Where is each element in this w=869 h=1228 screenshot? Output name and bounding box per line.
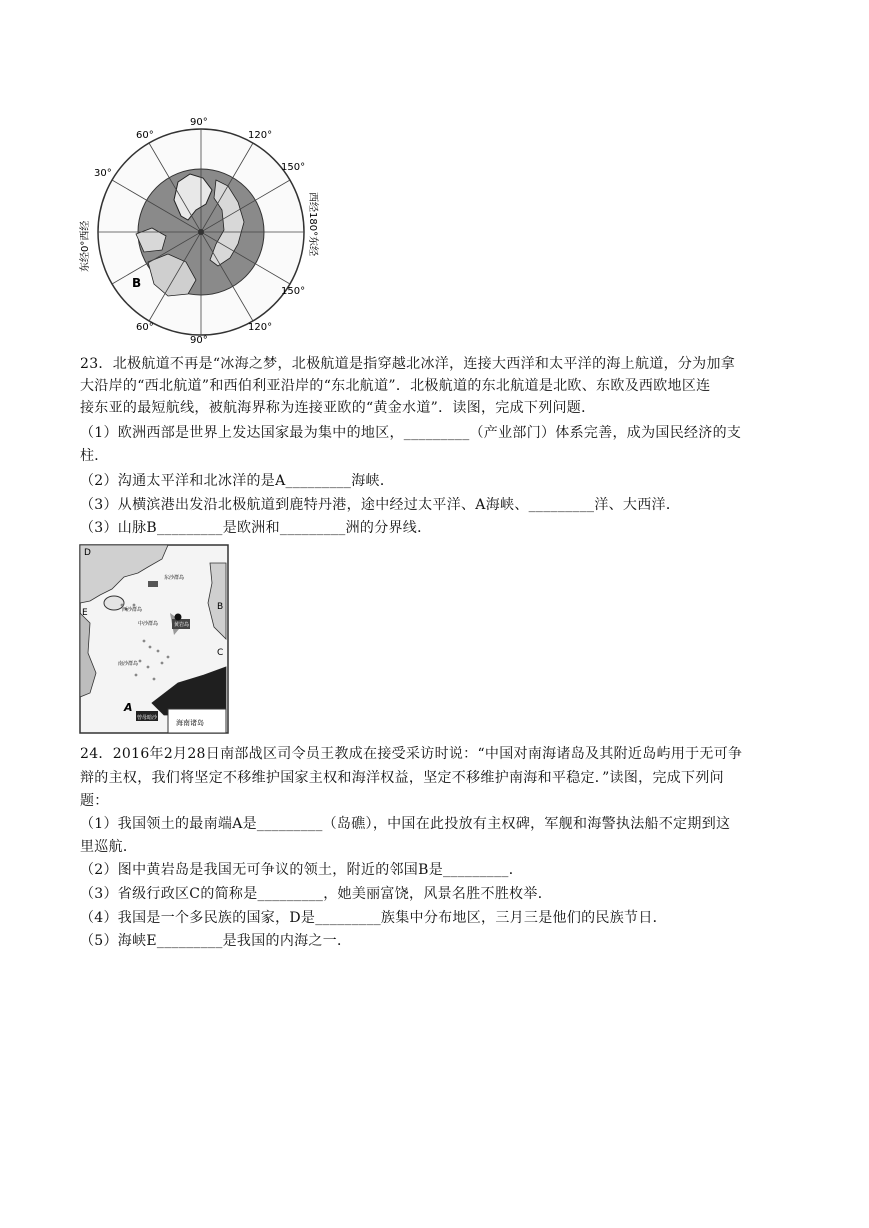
left-side-label: 东经0°西经 (80, 220, 91, 272)
q24-part1-line1: （1）我国领土的最南端A是_________（岛礁），中国在此投放有主权碑，军舰和海警执法船不定期到这 (80, 816, 731, 832)
deg-top-right-label: 120° (248, 130, 273, 141)
q24-part5: （5）海峡E_________是我国的内海之一． (80, 933, 352, 949)
deg-top-label: 90° (190, 117, 208, 128)
deg-right-upper-label: 150° (281, 162, 306, 173)
marker-b: B (217, 602, 224, 612)
deg-bottom-right-label: 120° (248, 322, 273, 333)
q24-part4: （4）我国是一个多民族的国家，D是_________族集中分布地区，三月三是他们的民族节日． (80, 910, 667, 926)
marker-b: B (132, 276, 142, 290)
q23-part1-line1: （1）欧洲西部是世界上发达国家最为集中的地区，_________（产业部门）体系完善，成为国民经济的支 (80, 425, 742, 441)
label-inset: 海南诸岛 (176, 719, 204, 727)
q23-part2: （2）沟通太平洋和北冰洋的是A_________海峡． (80, 473, 395, 489)
right-side-label: 西经180°东经 (307, 192, 318, 257)
q23-part3: （3）从横滨港出发沿北极航道到鹿特丹港，途中经过太平洋、A海峡、_________洋、大西洋． (80, 497, 681, 513)
dongsha-marker (148, 581, 158, 587)
q24-stem-line1: 24．2016年2月28日南部战区司令员王教成在接受采访时说：“中国对南海诸岛及其附近岛屿用于无可争 (80, 746, 743, 762)
label-nansha: 南沙群岛 (118, 661, 139, 667)
south-china-sea-map-figure (78, 543, 230, 735)
arctic-map-figure (78, 112, 320, 344)
north-pole-dot (198, 229, 204, 235)
q23-part4: （3）山脉B_________是欧洲和_________洲的分界线． (80, 520, 432, 536)
q24-part1-line2: 里巡航． (80, 839, 138, 855)
q23-stem-line3: 接东亚的最短航线，被航海界称为连接亚欧的“黄金水道”．读图，完成下列问题． (80, 400, 596, 416)
marker-c: C (217, 648, 224, 658)
label-zhongsha: 中沙群岛 (138, 621, 159, 627)
label-zengmu: 曾母暗沙 (137, 715, 158, 721)
q23-part1-line2: 柱． (80, 448, 109, 464)
hainan-island-shape (104, 596, 124, 610)
deg-top-left-label: 60° (136, 130, 154, 141)
marker-d: D (84, 548, 91, 558)
deg-left-upper-label: 30° (94, 168, 112, 179)
arctic-map-svg (78, 112, 320, 344)
q24-part3: （3）省级行政区C的简称是_________，她美丽富饶，风景名胜不胜枚举． (80, 886, 553, 902)
huangyan-dot (175, 614, 182, 621)
label-xisha: 西沙群岛 (122, 607, 143, 613)
marker-e: E (82, 608, 88, 618)
label-dongsha: 东沙群岛 (164, 575, 185, 581)
q24-part2: （2）图中黄岩岛是我国无可争议的领土，附近的邻国B是_________． (80, 862, 523, 878)
deg-bottom-label: 90° (190, 335, 208, 344)
q23-stem-line2: 大沿岸的“西北航道”和西伯利亚沿岸的“东北航道”．北极航道的东北航道是北欧、东欧及西欧地区连 (80, 378, 711, 394)
q23-stem-line1: 23．北极航道不再是“冰海之梦，北极航道是指穿越北冰洋，连接大西洋和太平洋的海上航道，分为加拿 (80, 356, 736, 372)
label-huangyan: 黄岩岛 (174, 622, 190, 628)
deg-bottom-left-label: 60° (136, 322, 154, 333)
q24-stem-line2: 辩的主权，我们将坚定不移维护国家主权和海洋权益，坚定不移维护南海和平稳定．”读图，完成下列问 (80, 770, 724, 786)
marker-a: A (124, 701, 133, 714)
q24-stem-line3: 题： (80, 793, 109, 809)
deg-right-lower-label: 150° (281, 286, 306, 297)
scs-map-svg (78, 543, 230, 735)
